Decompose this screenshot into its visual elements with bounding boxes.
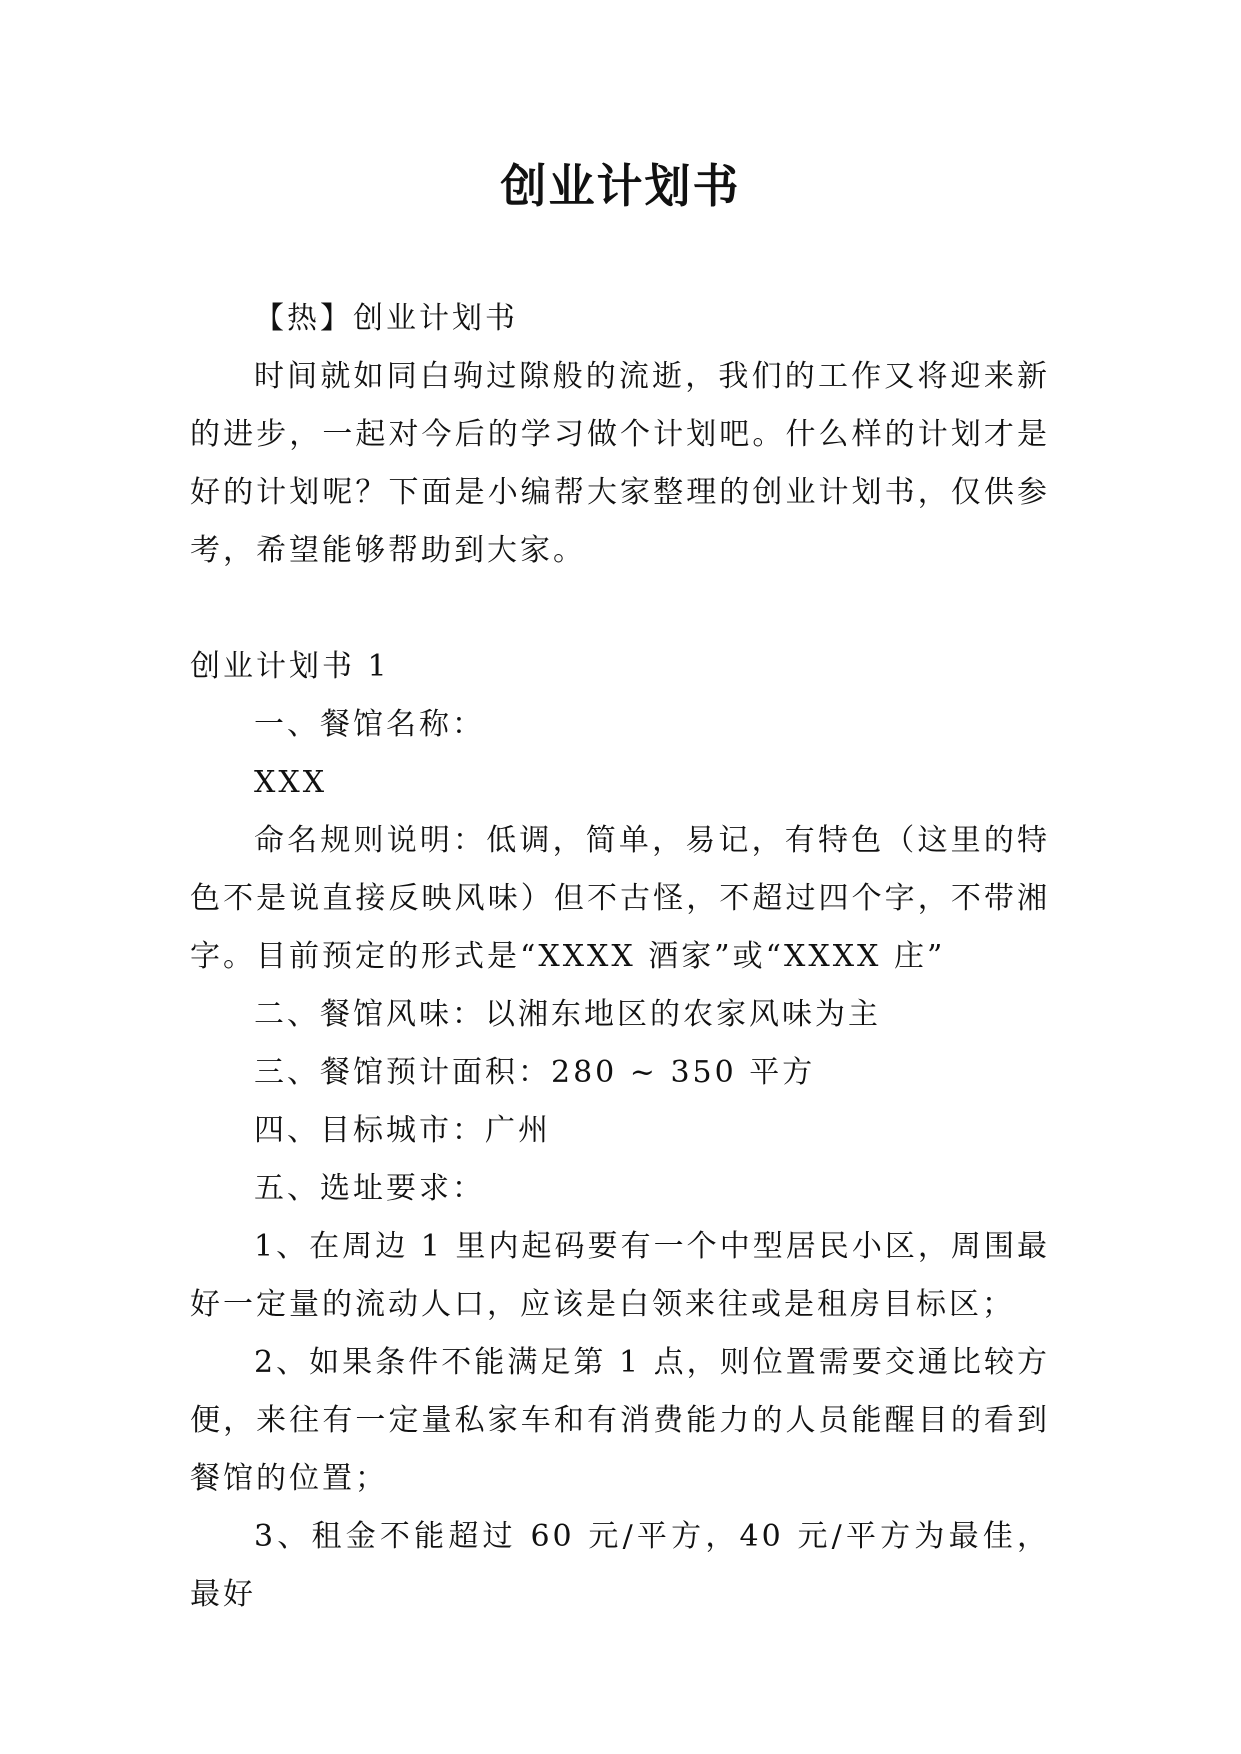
target-city: 四、目标城市：广州 — [254, 1113, 551, 1148]
location-requirement-2: 2、如果条件不能满足第 1 点，则位置需要交通比较方便，来往有一定量私家车和有消费能力的人员能醒目的看到餐馆的位置； — [190, 1345, 1050, 1496]
restaurant-name-label: 一、餐馆名称： — [254, 707, 485, 742]
intro-paragraph: 时间就如同白驹过隙般的流逝，我们的工作又将迎来新的进步，一起对今后的学习做个计划吧。什么样的计划才是好的计划呢？下面是小编帮大家整理的创业计划书，仅供参考，希望能够帮助到大家。 — [190, 359, 1050, 568]
page-title: 创业计划书 — [500, 159, 741, 213]
section-heading: 创业计划书 1 — [190, 649, 390, 684]
location-requirement-3: 3、租金不能超过 60 元/平方，40 元/平方为最佳，最好 — [190, 1519, 1050, 1612]
location-requirements-label: 五、选址要求： — [254, 1171, 485, 1206]
restaurant-name-value: XXX — [254, 765, 328, 800]
restaurant-area: 三、餐馆预计面积：280 ~ 350 平方 — [254, 1055, 816, 1090]
naming-rules-paragraph: 命名规则说明：低调，简单，易记，有特色（这里的特色不是说直接反映风味）但不古怪，不超过四个字，不带湘字。目前预定的形式是“XXXX 酒家”或“XXXX 庄” — [190, 823, 1050, 974]
restaurant-flavor: 二、餐馆风味：以湘东地区的农家风味为主 — [254, 997, 881, 1032]
location-requirement-1: 1、在周边 1 里内起码要有一个中型居民小区，周围最好一定量的流动人口，应该是白领来往或是租房目标区； — [190, 1229, 1050, 1322]
intro-label: 【热】创业计划书 — [254, 301, 518, 336]
document-body — [190, 290, 1050, 1624]
